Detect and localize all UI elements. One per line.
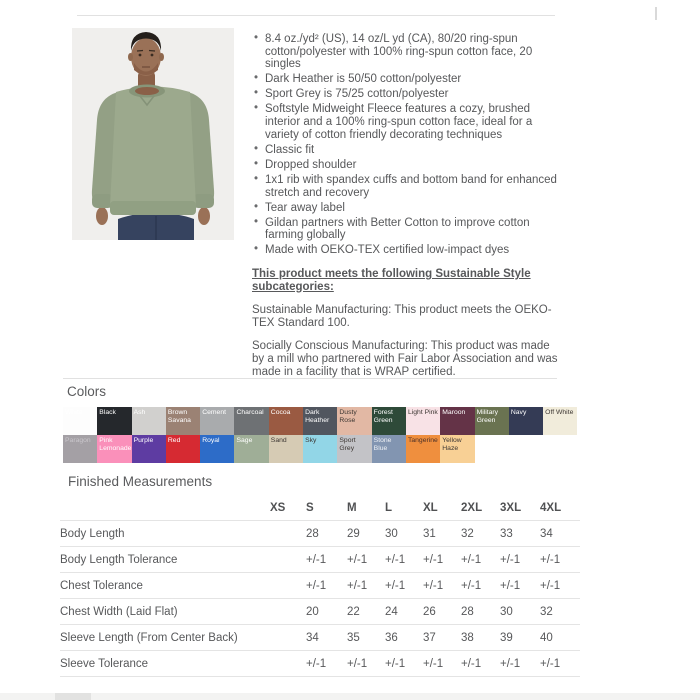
color-swatch-label: White: [65, 409, 83, 416]
measurement-value: 32: [540, 599, 580, 625]
measurement-value: +/-1: [306, 573, 347, 599]
measurement-value: 24: [385, 599, 423, 625]
measurement-value: +/-1: [540, 573, 580, 599]
color-swatch-light-pink[interactable]: [406, 407, 440, 435]
color-swatch-dusty-rose[interactable]: [337, 407, 371, 435]
measurement-value: +/-1: [461, 651, 500, 677]
color-swatch-label: Navy: [510, 409, 527, 416]
table-row-sleeve-length: [60, 625, 580, 651]
color-swatch-label: Paragon: [65, 437, 91, 444]
color-swatch-label: Pink Lemonade: [99, 437, 132, 452]
feature-item: • Sport Grey is 75/25 cotton/polyester: [265, 88, 559, 101]
color-swatch-label: Off White: [545, 409, 574, 416]
color-swatch-navy[interactable]: [509, 407, 543, 435]
measurement-value: 31: [423, 521, 461, 547]
feature-item: • 8.4 oz./yd² (US), 14 oz/L yd (CA), 80/20 ring-spun cotton/polyester with 100% ring-spun cotton face, 20 singles: [265, 33, 559, 71]
measurement-value: 35: [347, 625, 385, 651]
feature-item: • Softstyle Midweight Fleece features a cozy, brushed interior and a 100% ring-spun cotton face, ideal for a variety of cotton friendly decorating techniques: [265, 103, 559, 141]
feature-item: • 1x1 rib with spandex cuffs and bottom band for enhanced stretch and recovery: [265, 174, 559, 199]
measurement-value: +/-1: [423, 547, 461, 573]
color-swatch-purple[interactable]: [132, 435, 166, 463]
measurement-label: Sleeve Tolerance: [60, 651, 270, 677]
measurement-value: 36: [385, 625, 423, 651]
measurement-value: [270, 547, 306, 573]
measurement-value: 28: [461, 599, 500, 625]
color-swatch-label: Light Pink: [407, 409, 438, 416]
sustainable-manufacturing-paragraph: Sustainable Manufacturing: This product meets the OEKO-TEX Standard 100.: [252, 304, 552, 329]
finished-measurements-heading: Finished Measurements: [68, 474, 213, 489]
color-swatch-cement[interactable]: [200, 407, 234, 435]
color-swatch-label: Military Green: [476, 409, 499, 424]
measurement-value: +/-1: [423, 651, 461, 677]
measurement-value: [270, 573, 306, 599]
measurement-value: 33: [500, 521, 540, 547]
size-header-s: S: [306, 494, 347, 521]
measurement-value: +/-1: [500, 547, 540, 573]
measurement-label-header: [60, 494, 270, 521]
feature-item: • Made with OEKO-TEX certified low-impact dyes: [265, 244, 559, 257]
color-swatch-label: Sport Grey: [339, 437, 356, 452]
color-swatch-label: Cocoa: [270, 409, 291, 416]
color-swatch-label: Dusty Rose: [339, 409, 357, 424]
color-swatch-white[interactable]: [63, 407, 97, 435]
measurement-value: 28: [306, 521, 347, 547]
size-header-2xl: 2XL: [461, 494, 500, 521]
measurement-value: +/-1: [461, 573, 500, 599]
measurement-value: 22: [347, 599, 385, 625]
measurement-value: [270, 625, 306, 651]
color-swatch-label: Sky: [305, 437, 317, 444]
color-swatch-label: Yellow Haze: [442, 437, 462, 452]
measurement-value: [270, 651, 306, 677]
color-swatch-forest-green[interactable]: [372, 407, 406, 435]
measurement-value: 40: [540, 625, 580, 651]
measurement-value: 30: [500, 599, 540, 625]
measurement-value: +/-1: [385, 547, 423, 573]
color-swatch-pink-lemonade[interactable]: [97, 435, 131, 463]
color-swatch-sage[interactable]: [234, 435, 268, 463]
color-swatch-stone-blue[interactable]: [372, 435, 406, 463]
table-row-chest-width: [60, 599, 580, 625]
measurement-label: Body Length: [60, 521, 270, 547]
model-photo-illustration: [72, 28, 234, 240]
measurement-value: 20: [306, 599, 347, 625]
table-row-body-length: [60, 521, 580, 547]
color-swatch-dark-heather[interactable]: [303, 407, 337, 435]
section-divider: [63, 378, 557, 379]
color-swatch-black[interactable]: [97, 407, 131, 435]
measurement-value: [270, 521, 306, 547]
product-details: [252, 33, 559, 378]
color-swatch-label: Sand: [270, 437, 287, 444]
color-swatch-sky[interactable]: [303, 435, 337, 463]
measurement-value: +/-1: [306, 547, 347, 573]
measurement-label: Chest Width (Laid Flat): [60, 599, 270, 625]
color-swatch-label: Maroon: [442, 409, 466, 416]
measurement-value: +/-1: [347, 573, 385, 599]
measurement-value: +/-1: [347, 651, 385, 677]
color-swatch-label: Tangerine: [407, 437, 438, 444]
table-row-body-length-tolerance: [60, 547, 580, 573]
color-swatch-label: Black: [99, 409, 116, 416]
color-swatch-label: Sage: [236, 437, 253, 444]
measurement-value: +/-1: [385, 573, 423, 599]
color-swatch-military-green[interactable]: [475, 407, 509, 435]
product-features-list: [252, 33, 559, 214]
color-swatch-label: Purple: [133, 437, 154, 444]
socially-conscious-paragraph: Socially Conscious Manufacturing: This product was made by a mill who partnered with Fair Labor Association and was made in a facility that is WRAP certified.: [252, 340, 558, 378]
measurement-value: +/-1: [500, 651, 540, 677]
size-header-xl: XL: [423, 494, 461, 521]
feature-item: • Tear away label: [265, 202, 559, 215]
feature-item: • Classic fit: [265, 144, 559, 157]
product-photo[interactable]: [72, 28, 234, 240]
measurements-table: [60, 494, 580, 677]
measurement-value: 37: [423, 625, 461, 651]
color-swatch-label: Charcoal: [236, 409, 264, 416]
top-divider: [77, 15, 555, 16]
color-swatch-charcoal[interactable]: [234, 407, 268, 435]
color-swatch-maroon[interactable]: [440, 407, 474, 435]
measurement-value: +/-1: [385, 651, 423, 677]
color-swatch-paragon[interactable]: [63, 435, 97, 463]
measurement-value: +/-1: [423, 573, 461, 599]
sustainable-style-heading: This product meets the following Sustainable Style subcategories:: [252, 268, 531, 293]
measurement-value: +/-1: [347, 547, 385, 573]
scrollbar-fragment[interactable]: [655, 7, 657, 20]
measurement-value: 26: [423, 599, 461, 625]
color-swatch-label: Royal: [202, 437, 220, 444]
size-header-3xl: 3XL: [500, 494, 540, 521]
measurement-label: Sleeve Length (From Center Back): [60, 625, 270, 651]
color-swatch-label: Cement: [202, 409, 226, 416]
table-row-sleeve-tolerance: [60, 651, 580, 677]
color-swatch-sport-grey[interactable]: [337, 435, 371, 463]
size-header-row: [60, 494, 580, 521]
measurement-value: 39: [500, 625, 540, 651]
measurement-value: +/-1: [461, 547, 500, 573]
color-swatch-label: Forest Green: [373, 409, 393, 424]
colors-heading: Colors: [67, 384, 107, 399]
footer-strip: [0, 693, 700, 700]
color-swatch-off-white[interactable]: [543, 407, 577, 435]
measurement-value: +/-1: [500, 573, 540, 599]
size-header-l: L: [385, 494, 423, 521]
color-swatch-sand[interactable]: [269, 435, 303, 463]
measurement-value: +/-1: [540, 547, 580, 573]
feature-item: • Dark Heather is 50/50 cotton/polyester: [265, 73, 559, 86]
color-swatch-grid: [63, 407, 577, 463]
measurement-value: +/-1: [540, 651, 580, 677]
measurement-label: Body Length Tolerance: [60, 547, 270, 573]
color-swatch-cocoa[interactable]: [269, 407, 303, 435]
measurement-value: 29: [347, 521, 385, 547]
size-header-4xl: 4XL: [540, 494, 580, 521]
color-swatch-red[interactable]: [166, 435, 200, 463]
measurement-value: 34: [306, 625, 347, 651]
color-swatch-label: Brown Savana: [167, 409, 191, 424]
sustainability-features-list: [252, 217, 559, 257]
sweatshirt-torso-shape: [110, 87, 196, 211]
feature-item: • Gildan partners with Better Cotton to improve cotton farming globally: [265, 217, 559, 242]
color-swatch-label: Ash: [133, 409, 146, 416]
size-header-m: M: [347, 494, 385, 521]
measurement-value: +/-1: [306, 651, 347, 677]
measurement-value: 34: [540, 521, 580, 547]
color-swatch-yellow-haze[interactable]: [440, 435, 474, 463]
measurement-value: 30: [385, 521, 423, 547]
footer-block: [55, 693, 91, 700]
measurement-value: 32: [461, 521, 500, 547]
color-swatch-brown-savana[interactable]: [166, 407, 200, 435]
measurement-value: [270, 599, 306, 625]
color-swatch-ash[interactable]: [132, 407, 166, 435]
size-header-xs: XS: [270, 494, 306, 521]
color-swatch-label: Stone Blue: [373, 437, 392, 452]
color-swatch-label: Red: [167, 437, 181, 444]
color-swatch-tangerine[interactable]: [406, 435, 440, 463]
color-swatch-royal[interactable]: [200, 435, 234, 463]
measurement-label: Chest Tolerance: [60, 573, 270, 599]
table-row-chest-tolerance: [60, 573, 580, 599]
measurement-value: 38: [461, 625, 500, 651]
color-swatch-label: Dark Heather: [305, 409, 330, 424]
feature-item: • Dropped shoulder: [265, 159, 559, 172]
